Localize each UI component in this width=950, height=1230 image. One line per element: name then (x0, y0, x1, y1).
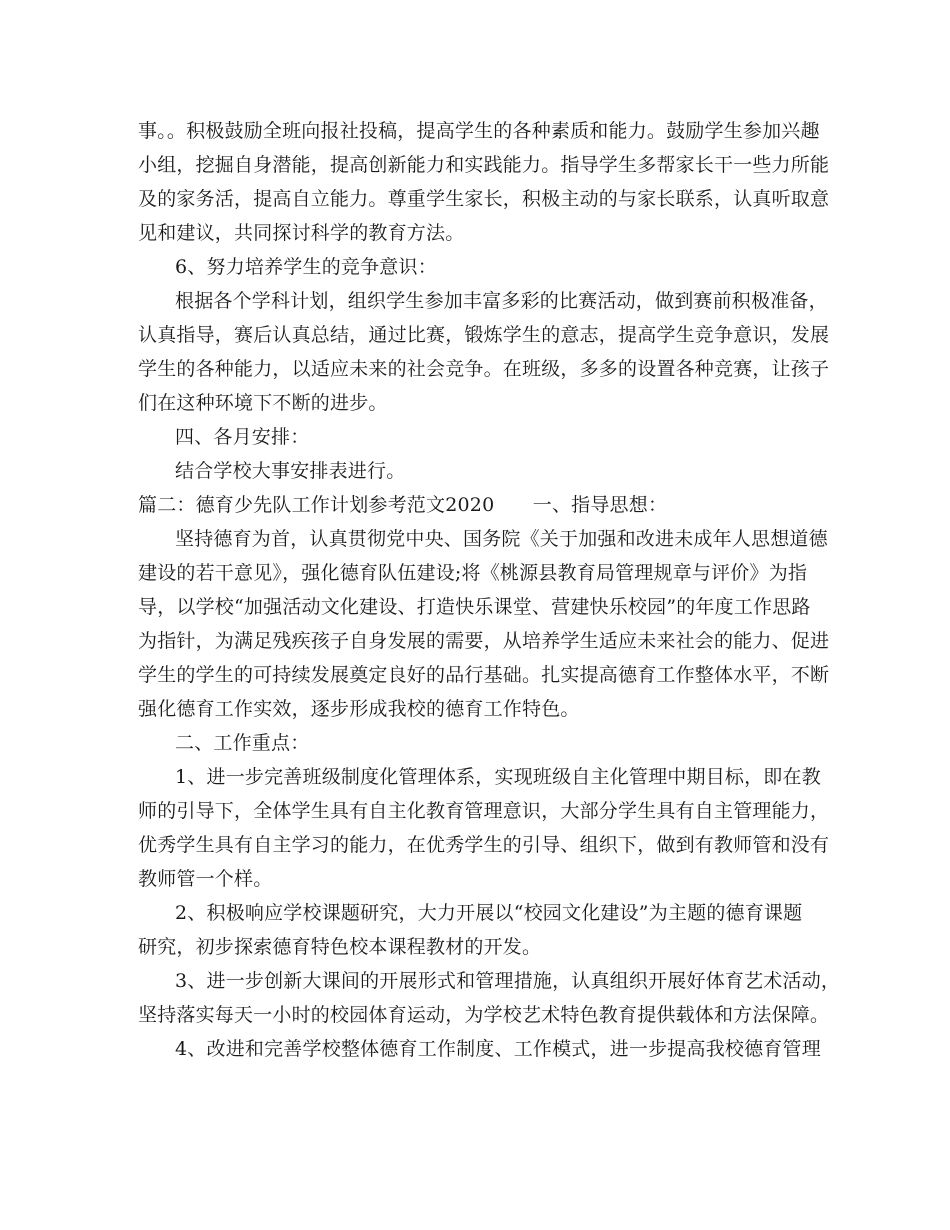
text-line-21: 师的引导下，全体学生具有自主化教育管理意识，大部分学生具有自主管理能力， (138, 800, 830, 822)
text-line-23: 教师管一个样。 (138, 868, 273, 890)
text-line-28: 4、改进和完善学校整体德育工作制度、工作模式，进一步提高我校德育管理 (175, 1038, 821, 1060)
document-page (138, 114, 841, 1066)
text-line-17: 学生的学生的可持续发展奠定良好的品行基础。扎实提高德育工作整体水平，不断 (138, 664, 830, 686)
text-line-13: 坚持德育为首，认真贯彻党中央、国务院《关于加强和改进未成年人思想道德 (175, 528, 828, 550)
text-line-24: 2、积极响应学校课题研究，大力开展以“校园文化建设”为主题的德育课题 (175, 902, 803, 924)
text-line-20: 1、进一步完善班级制度化管理体系，实现班级自主化管理中期目标，即在教 (175, 766, 821, 788)
text-line-11: 结合学校大事安排表进行。 (175, 460, 406, 482)
text-line-22: 优秀学生具有自主学习的能力，在优秀学生的引导、组织下，做到有教师管和没有 (138, 834, 830, 856)
text-line-8: 学生的各种能力，以适应未来的社会竞争。在班级，多多的设置各种竞赛，让孩子 (138, 358, 830, 380)
text-line-27: 坚持落实每天一小时的校园体育运动，为学校艺术特色教育提供载体和方法保障。 (138, 1004, 830, 1026)
section-heading-key-work: 二、工作重点： (175, 732, 310, 754)
text-line-1: 事。。积极鼓励全班向报社投稿，提高学生的各种素质和能力。鼓励学生参加兴趣 (138, 120, 820, 142)
article-title-part-two: 篇二：德育少先队工作计划参考范文2020 一、指导思想： (138, 494, 668, 516)
text-line-2: 小组，挖掘自身潜能，提高创新能力和实践能力。指导学生多帮家长干一些力所能 (138, 154, 830, 176)
text-line-26: 3、进一步创新大课间的开展形式和管理措施，认真组织开展好体育艺术活动， (175, 970, 841, 992)
section-heading-competition: 6、努力培养学生的竞争意识： (175, 256, 437, 278)
text-line-18: 强化德育工作实效，逐步形成我校的德育工作特色。 (138, 698, 580, 720)
text-line-6: 根据各个学科计划，组织学生参加丰富多彩的比赛活动，做到赛前积极准备， (175, 290, 828, 312)
text-line-7: 认真指导，赛后认真总结，通过比赛，锻炼学生的意志，提高学生竞争意识，发展 (138, 324, 830, 346)
text-line-4: 见和建议，共同探讨科学的教育方法。 (138, 222, 465, 244)
text-line-14: 建设的若干意见》，强化德育队伍建设;将《桃源县教育局管理规章与评价》为指 (138, 562, 808, 584)
text-line-25: 研究，初步探索德育特色校本课程教材的开发。 (138, 936, 542, 958)
text-line-3: 及的家务活，提高自立能力。尊重学生家长，积极主动的与家长联系，认真听取意 (138, 188, 830, 210)
text-line-15: 导，以学校“加强活动文化建设、打造快乐课堂、营建快乐校园”的年度工作思路 (138, 596, 811, 618)
section-heading-monthly: 四、各月安排： (175, 426, 310, 448)
text-line-16: 为指针，为满足残疾孩子自身发展的需要，从培养学生适应未来社会的能力、促进 (138, 630, 830, 652)
text-line-9: 们在这种环境下不断的进步。 (138, 392, 388, 414)
